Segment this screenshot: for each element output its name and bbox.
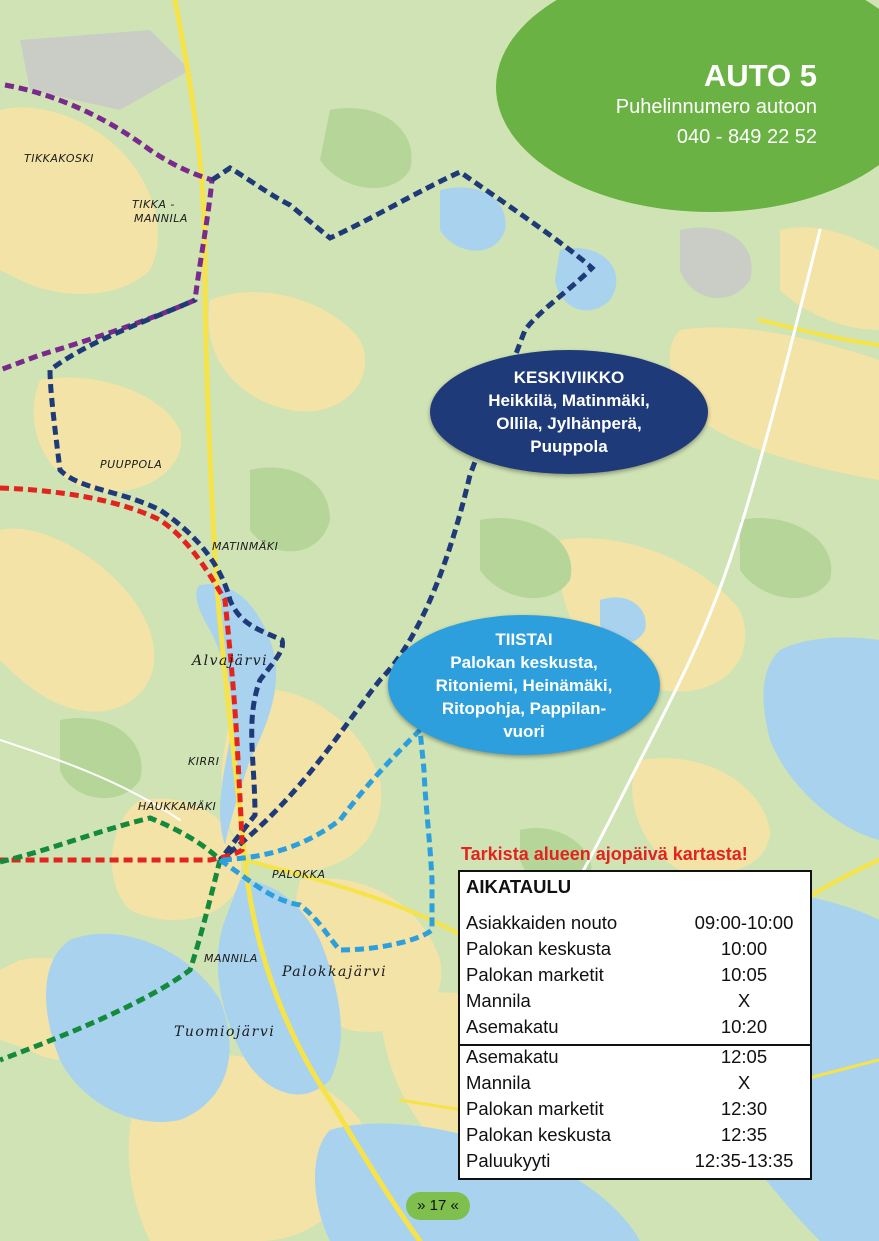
route-areas-line: Ritopohja, Pappilan- <box>441 698 607 718</box>
schedule-row <box>466 1046 804 1070</box>
schedule-row <box>466 1098 804 1122</box>
schedule-time: 12:05 <box>720 1046 768 1067</box>
place-haukkamaki: HAUKKAMÄKI <box>138 800 217 813</box>
place-puuppola: PUUPPOLA <box>100 458 163 471</box>
schedule-time: X <box>737 990 751 1011</box>
lake-tuomiojarvi: Tuomiojärvi <box>174 1024 276 1040</box>
schedule-stop: Palokan marketit <box>466 964 604 985</box>
place-tikka-mannila: MANNILA <box>134 212 188 225</box>
route-areas-line: Heikkilä, Matinmäki, <box>488 391 650 410</box>
auto-phone-number: 040 - 849 22 52 <box>676 126 817 148</box>
route-day-tuesday: TIISTAI <box>495 629 553 649</box>
schedule-row <box>466 990 804 1014</box>
route-label-tuesday <box>388 615 660 755</box>
schedule-table <box>458 870 812 1180</box>
route-areas-line: Ollila, Jylhänperä, <box>496 414 642 433</box>
schedule-time: 10:20 <box>720 1016 768 1037</box>
schedule-time: 09:00-10:00 <box>694 912 794 933</box>
place-kirri: KIRRI <box>188 755 220 768</box>
schedule-row <box>466 1124 804 1148</box>
route-areas-line: Puuppola <box>530 437 608 456</box>
schedule-stop: Mannila <box>466 990 531 1011</box>
place-tikkakoski: TIKKAKOSKI <box>24 152 94 165</box>
schedule-row <box>466 1016 804 1040</box>
schedule-row <box>466 938 804 962</box>
schedule-row <box>466 912 804 936</box>
schedule-stop: Asiakkaiden nouto <box>466 912 618 933</box>
schedule-stop: Paluukyyti <box>466 1150 551 1171</box>
route-areas-line: vuori <box>503 721 545 741</box>
place-tikka: TIKKA - <box>132 198 175 211</box>
schedule-time: X <box>737 1072 751 1093</box>
place-palokka: PALOKKA <box>272 868 326 881</box>
schedule-row <box>466 1072 804 1096</box>
place-mannila: MANNILA <box>204 952 258 965</box>
schedule-time: 12:35 <box>720 1124 768 1145</box>
schedule-time: 12:30 <box>720 1098 768 1119</box>
schedule-row <box>466 964 804 988</box>
auto-phone-label: Puhelinnumero autoon <box>615 96 817 118</box>
route-areas-line: Palokan keskusta, <box>450 652 598 672</box>
schedule-time: 10:05 <box>720 964 768 985</box>
schedule-stop: Asemakatu <box>466 1046 559 1067</box>
schedule-stop: Asemakatu <box>466 1016 559 1037</box>
schedule-stop: Palokan marketit <box>466 1098 604 1119</box>
route-label-wednesday <box>430 350 708 474</box>
place-matinmaki: MATINMÄKI <box>212 540 279 553</box>
schedule-title: AIKATAULU <box>466 876 572 897</box>
lake-alvajarvi: Alvajärvi <box>192 653 269 669</box>
schedule-stop: Palokan keskusta <box>466 1124 612 1145</box>
schedule-time: 12:35-13:35 <box>694 1150 794 1171</box>
route-areas-line: Ritoniemi, Heinämäki, <box>435 675 613 695</box>
schedule-time: 10:00 <box>720 938 768 959</box>
lake-palokkajarvi: Palokkajärvi <box>282 964 388 980</box>
auto-title: AUTO 5 <box>703 58 817 93</box>
route-day-wednesday: KESKIVIIKKO <box>513 368 625 387</box>
schedule-stop: Mannila <box>466 1072 531 1093</box>
schedule-stop: Palokan keskusta <box>466 938 612 959</box>
page-number: » 17 « <box>406 1192 470 1220</box>
schedule-row <box>466 1150 804 1174</box>
check-map-note: Tarkista alueen ajopäivä kartasta! <box>461 844 748 864</box>
